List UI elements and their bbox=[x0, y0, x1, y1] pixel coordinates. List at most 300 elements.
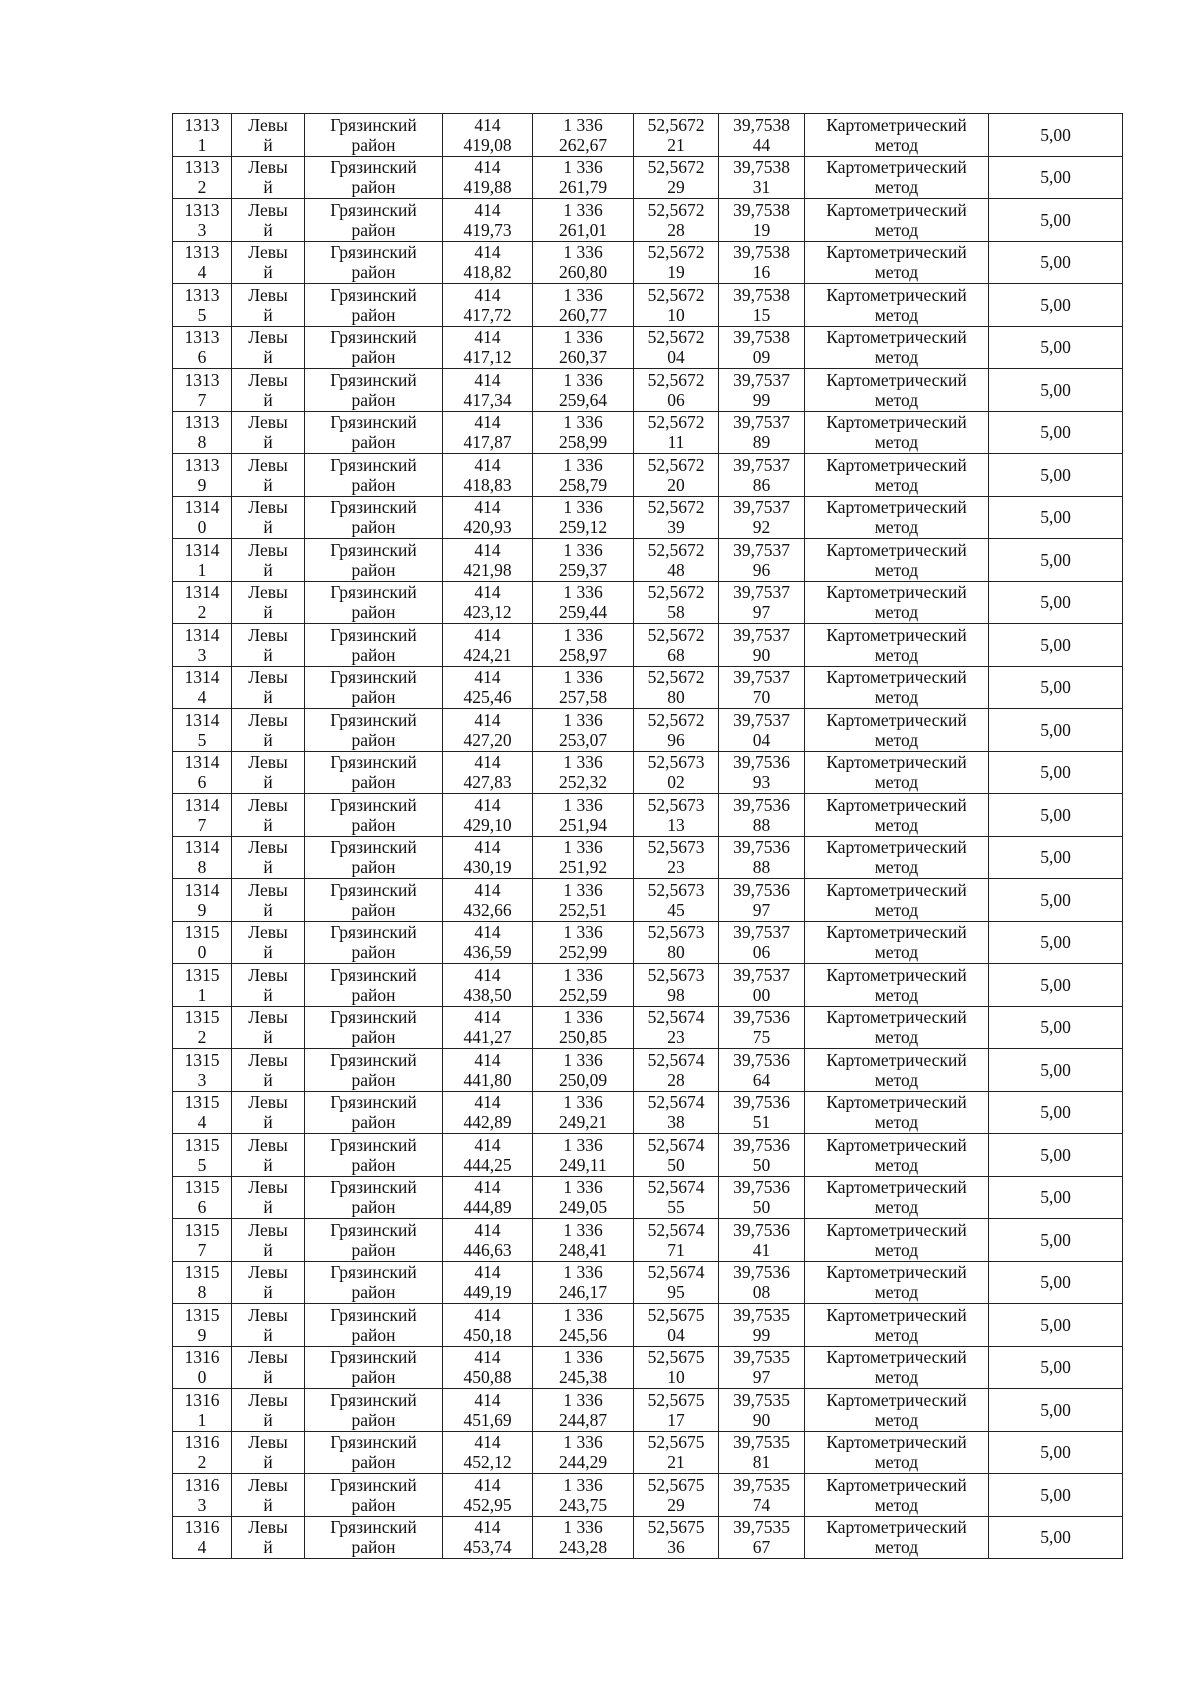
side-cell-line: й bbox=[263, 432, 273, 453]
latitude-cell-line: 52,5674 bbox=[647, 1177, 705, 1198]
side-cell-line: й bbox=[263, 984, 273, 1005]
method-cell bbox=[805, 496, 989, 539]
longitude-cell-line: 39,7536 bbox=[733, 794, 790, 815]
longitude-cell-line: 96 bbox=[752, 559, 771, 580]
latitude-cell-line: 28 bbox=[667, 219, 685, 240]
longitude-cell-line: 39,7537 bbox=[733, 497, 790, 518]
x-coordinate-cell-line: 450,88 bbox=[463, 1367, 512, 1388]
side-cell-line: Левы bbox=[248, 369, 288, 390]
longitude-cell-line: 39,7535 bbox=[733, 1389, 790, 1410]
point-number-cell bbox=[173, 241, 232, 284]
table-row bbox=[173, 1431, 1123, 1474]
point-number-cell bbox=[173, 666, 232, 709]
latitude-cell-line: 10 bbox=[667, 304, 685, 325]
longitude-cell-line: 81 bbox=[752, 1452, 771, 1473]
longitude-cell-line: 39,7536 bbox=[733, 752, 790, 773]
y-coordinate-cell-line: 258,79 bbox=[558, 474, 608, 495]
y-coordinate-cell-line: 248,41 bbox=[558, 1239, 608, 1260]
x-coordinate-cell-line: 430,19 bbox=[463, 857, 512, 878]
y-coordinate-cell bbox=[533, 581, 634, 624]
side-cell-line: Левы bbox=[248, 709, 288, 730]
latitude-cell-line: 52,5672 bbox=[647, 454, 705, 475]
x-coordinate-cell bbox=[443, 1474, 533, 1517]
method-cell bbox=[805, 539, 989, 582]
point-number-cell-line: 1313 bbox=[184, 242, 220, 263]
x-coordinate-cell-line: 419,73 bbox=[463, 219, 512, 240]
method-cell-line: Картометрический bbox=[826, 114, 967, 135]
longitude-cell bbox=[719, 1389, 805, 1432]
side-cell-line: й bbox=[263, 304, 273, 325]
side-cell-line: Левы bbox=[248, 284, 288, 305]
table-row bbox=[173, 1389, 1123, 1432]
method-cell-line: Картометрический bbox=[826, 1007, 967, 1028]
longitude-cell bbox=[719, 284, 805, 327]
x-coordinate-cell bbox=[443, 1134, 533, 1177]
point-number-cell-line: 1315 bbox=[184, 922, 220, 943]
district-cell-line: Грязинский bbox=[330, 242, 417, 263]
method-cell-line: метод bbox=[874, 984, 919, 1005]
y-coordinate-cell-line: 260,80 bbox=[558, 262, 608, 283]
point-number-cell-line: 7 bbox=[197, 1239, 207, 1260]
side-cell-line: Левы bbox=[248, 454, 288, 475]
method-cell-line: Картометрический bbox=[826, 922, 967, 943]
side-cell-line: й bbox=[263, 347, 273, 368]
side-cell-line: й bbox=[263, 517, 273, 538]
y-coordinate-cell-line: 1 336 bbox=[563, 1304, 603, 1325]
y-coordinate-cell bbox=[533, 284, 634, 327]
latitude-cell bbox=[634, 836, 719, 879]
y-coordinate-cell-line: 1 336 bbox=[563, 1092, 603, 1113]
method-cell-line: метод bbox=[874, 814, 919, 835]
longitude-cell bbox=[719, 454, 805, 497]
point-number-cell-line: 1315 bbox=[184, 1304, 220, 1325]
table-row bbox=[173, 1261, 1123, 1304]
latitude-cell bbox=[634, 1389, 719, 1432]
longitude-cell-line: 97 bbox=[752, 1367, 771, 1388]
accuracy-cell: 5,00 bbox=[989, 1346, 1123, 1389]
point-number-cell bbox=[173, 1474, 232, 1517]
y-coordinate-cell-line: 251,94 bbox=[558, 814, 608, 835]
accuracy-cell: 5,00 bbox=[989, 1219, 1123, 1262]
x-coordinate-cell-line: 429,10 bbox=[463, 814, 512, 835]
x-coordinate-cell bbox=[443, 496, 533, 539]
y-coordinate-cell-line: 249,11 bbox=[559, 1154, 607, 1175]
y-coordinate-cell bbox=[533, 326, 634, 369]
table-row bbox=[173, 624, 1123, 667]
x-coordinate-cell-line: 414 bbox=[474, 837, 501, 858]
side-cell-line: й bbox=[263, 602, 273, 623]
x-coordinate-cell bbox=[443, 1431, 533, 1474]
side-cell-line: й bbox=[263, 474, 273, 495]
x-coordinate-cell-line: 414 bbox=[474, 1432, 501, 1453]
x-coordinate-cell bbox=[443, 879, 533, 922]
latitude-cell-line: 38 bbox=[667, 1112, 685, 1133]
y-coordinate-cell bbox=[533, 794, 634, 837]
method-cell-line: Картометрический bbox=[826, 497, 967, 518]
latitude-cell-line: 52,5673 bbox=[647, 922, 705, 943]
longitude-cell bbox=[719, 156, 805, 199]
x-coordinate-cell bbox=[443, 921, 533, 964]
point-number-cell-line: 8 bbox=[197, 432, 207, 453]
method-cell bbox=[805, 411, 989, 454]
longitude-cell-line: 39,7536 bbox=[733, 1262, 790, 1283]
district-cell bbox=[305, 1346, 443, 1389]
district-cell-line: Грязинский bbox=[330, 327, 417, 348]
y-coordinate-cell-line: 1 336 bbox=[563, 837, 603, 858]
point-number-cell bbox=[173, 1261, 232, 1304]
x-coordinate-cell bbox=[443, 1219, 533, 1262]
district-cell bbox=[305, 1389, 443, 1432]
longitude-cell bbox=[719, 836, 805, 879]
district-cell-line: район bbox=[351, 857, 396, 878]
side-cell-line: й bbox=[263, 1494, 273, 1515]
y-coordinate-cell-line: 1 336 bbox=[563, 1389, 603, 1410]
y-coordinate-cell-line: 1 336 bbox=[563, 1177, 603, 1198]
table-row bbox=[173, 1304, 1123, 1347]
x-coordinate-cell-line: 414 bbox=[474, 794, 501, 815]
point-number-cell bbox=[173, 964, 232, 1007]
y-coordinate-cell bbox=[533, 1049, 634, 1092]
x-coordinate-cell-line: 414 bbox=[474, 284, 501, 305]
point-number-cell-line: 8 bbox=[197, 1282, 207, 1303]
latitude-cell-line: 96 bbox=[667, 729, 685, 750]
side-cell-line: Левы bbox=[248, 1474, 288, 1495]
method-cell-line: метод bbox=[874, 1409, 919, 1430]
district-cell-line: Грязинский bbox=[330, 1517, 417, 1538]
x-coordinate-cell bbox=[443, 284, 533, 327]
document-page bbox=[172, 113, 1122, 1559]
point-number-cell-line: 1314 bbox=[184, 582, 220, 603]
table-row bbox=[173, 454, 1123, 497]
side-cell-line: Левы bbox=[248, 539, 288, 560]
y-coordinate-cell-line: 1 336 bbox=[563, 497, 603, 518]
method-cell-line: метод bbox=[874, 1112, 919, 1133]
point-number-cell-line: 3 bbox=[197, 219, 207, 240]
x-coordinate-cell bbox=[443, 156, 533, 199]
y-coordinate-cell bbox=[533, 1516, 634, 1559]
method-cell-line: Картометрический bbox=[826, 1304, 967, 1325]
table-row bbox=[173, 114, 1123, 157]
longitude-cell-line: 00 bbox=[752, 984, 771, 1005]
x-coordinate-cell-line: 452,12 bbox=[463, 1452, 512, 1473]
method-cell-line: Картометрический bbox=[826, 582, 967, 603]
longitude-cell bbox=[719, 114, 805, 157]
x-coordinate-cell-line: 414 bbox=[474, 922, 501, 943]
latitude-cell bbox=[634, 326, 719, 369]
latitude-cell-line: 04 bbox=[667, 1324, 685, 1345]
longitude-cell bbox=[719, 241, 805, 284]
point-number-cell-line: 3 bbox=[197, 1069, 207, 1090]
point-number-cell bbox=[173, 1219, 232, 1262]
district-cell bbox=[305, 1049, 443, 1092]
latitude-cell bbox=[634, 1049, 719, 1092]
x-coordinate-cell-line: 414 bbox=[474, 157, 501, 178]
point-number-cell-line: 5 bbox=[197, 729, 207, 750]
district-cell bbox=[305, 1134, 443, 1177]
method-cell bbox=[805, 964, 989, 1007]
longitude-cell-line: 51 bbox=[752, 1112, 771, 1133]
latitude-cell bbox=[634, 241, 719, 284]
point-number-cell-line: 1314 bbox=[184, 667, 220, 688]
y-coordinate-cell bbox=[533, 496, 634, 539]
accuracy-cell: 5,00 bbox=[989, 241, 1123, 284]
point-number-cell-line: 1314 bbox=[184, 497, 220, 518]
y-coordinate-cell-line: 259,37 bbox=[558, 559, 608, 580]
longitude-cell bbox=[719, 496, 805, 539]
latitude-cell-line: 58 bbox=[667, 602, 685, 623]
longitude-cell-line: 39,7535 bbox=[733, 1517, 790, 1538]
y-coordinate-cell-line: 259,12 bbox=[558, 517, 608, 538]
point-number-cell-line: 8 bbox=[197, 857, 207, 878]
side-cell bbox=[232, 1134, 305, 1177]
table-row bbox=[173, 1474, 1123, 1517]
accuracy-cell: 5,00 bbox=[989, 1049, 1123, 1092]
x-coordinate-cell bbox=[443, 114, 533, 157]
side-cell bbox=[232, 284, 305, 327]
latitude-cell-line: 52,5674 bbox=[647, 1262, 705, 1283]
longitude-cell bbox=[719, 879, 805, 922]
point-number-cell-line: 9 bbox=[197, 899, 207, 920]
y-coordinate-cell-line: 1 336 bbox=[563, 624, 603, 645]
point-number-cell bbox=[173, 879, 232, 922]
latitude-cell-line: 52,5672 bbox=[647, 412, 705, 433]
x-coordinate-cell-line: 417,72 bbox=[463, 304, 512, 325]
point-number-cell-line: 5 bbox=[197, 1154, 207, 1175]
side-cell-line: й bbox=[263, 814, 273, 835]
x-coordinate-cell-line: 425,46 bbox=[463, 687, 512, 708]
accuracy-cell: 5,00 bbox=[989, 709, 1123, 752]
district-cell-line: Грязинский bbox=[330, 1432, 417, 1453]
side-cell-line: Левы bbox=[248, 1347, 288, 1368]
district-cell-line: Грязинский bbox=[330, 539, 417, 560]
y-coordinate-cell-line: 1 336 bbox=[563, 199, 603, 220]
longitude-cell bbox=[719, 1219, 805, 1262]
latitude-cell-line: 50 bbox=[667, 1154, 685, 1175]
y-coordinate-cell-line: 251,92 bbox=[558, 857, 608, 878]
x-coordinate-cell-line: 414 bbox=[474, 199, 501, 220]
x-coordinate-cell-line: 414 bbox=[474, 582, 501, 603]
side-cell-line: й bbox=[263, 1537, 273, 1558]
side-cell bbox=[232, 581, 305, 624]
table-row bbox=[173, 964, 1123, 1007]
x-coordinate-cell-line: 414 bbox=[474, 412, 501, 433]
method-cell bbox=[805, 454, 989, 497]
district-cell bbox=[305, 199, 443, 242]
latitude-cell-line: 68 bbox=[667, 644, 685, 665]
y-coordinate-cell bbox=[533, 1261, 634, 1304]
district-cell-line: Грязинский bbox=[330, 369, 417, 390]
district-cell-line: район bbox=[351, 1452, 396, 1473]
method-cell-line: метод bbox=[874, 1324, 919, 1345]
latitude-cell bbox=[634, 114, 719, 157]
x-coordinate-cell bbox=[443, 1006, 533, 1049]
method-cell-line: Картометрический bbox=[826, 1092, 967, 1113]
y-coordinate-cell-line: 1 336 bbox=[563, 1474, 603, 1495]
longitude-cell-line: 39,7538 bbox=[733, 199, 790, 220]
x-coordinate-cell bbox=[443, 454, 533, 497]
longitude-cell bbox=[719, 1304, 805, 1347]
x-coordinate-cell bbox=[443, 709, 533, 752]
district-cell-line: район bbox=[351, 602, 396, 623]
side-cell bbox=[232, 794, 305, 837]
method-cell bbox=[805, 1176, 989, 1219]
x-coordinate-cell-line: 452,95 bbox=[463, 1494, 512, 1515]
method-cell bbox=[805, 1049, 989, 1092]
district-cell bbox=[305, 114, 443, 157]
y-coordinate-cell-line: 1 336 bbox=[563, 1219, 603, 1240]
point-number-cell-line: 4 bbox=[197, 262, 207, 283]
x-coordinate-cell-line: 444,25 bbox=[463, 1154, 512, 1175]
x-coordinate-cell-line: 414 bbox=[474, 667, 501, 688]
longitude-cell-line: 39,7537 bbox=[733, 539, 790, 560]
district-cell-line: Грязинский bbox=[330, 1007, 417, 1028]
side-cell bbox=[232, 1006, 305, 1049]
table-row bbox=[173, 1134, 1123, 1177]
longitude-cell bbox=[719, 794, 805, 837]
longitude-cell bbox=[719, 1516, 805, 1559]
district-cell bbox=[305, 454, 443, 497]
latitude-cell-line: 28 bbox=[667, 1069, 685, 1090]
latitude-cell-line: 71 bbox=[667, 1239, 685, 1260]
point-number-cell-line: 1 bbox=[197, 134, 207, 155]
table-row bbox=[173, 1049, 1123, 1092]
district-cell bbox=[305, 284, 443, 327]
district-cell bbox=[305, 921, 443, 964]
district-cell bbox=[305, 1474, 443, 1517]
point-number-cell bbox=[173, 114, 232, 157]
longitude-cell-line: 44 bbox=[752, 134, 771, 155]
point-number-cell-line: 1315 bbox=[184, 964, 220, 985]
point-number-cell-line: 2 bbox=[197, 1452, 207, 1473]
side-cell bbox=[232, 879, 305, 922]
district-cell bbox=[305, 836, 443, 879]
side-cell-line: Левы bbox=[248, 412, 288, 433]
point-number-cell-line: 4 bbox=[197, 1112, 207, 1133]
method-cell-line: метод bbox=[874, 474, 919, 495]
latitude-cell-line: 52,5673 bbox=[647, 879, 705, 900]
y-coordinate-cell-line: 1 336 bbox=[563, 157, 603, 178]
table-row bbox=[173, 581, 1123, 624]
side-cell-line: й bbox=[263, 1452, 273, 1473]
side-cell-line: Левы bbox=[248, 199, 288, 220]
point-number-cell-line: 1313 bbox=[184, 114, 220, 135]
y-coordinate-cell bbox=[533, 1304, 634, 1347]
longitude-cell-line: 06 bbox=[752, 942, 771, 963]
district-cell bbox=[305, 581, 443, 624]
side-cell bbox=[232, 1219, 305, 1262]
method-cell bbox=[805, 326, 989, 369]
district-cell bbox=[305, 326, 443, 369]
point-number-cell bbox=[173, 1049, 232, 1092]
method-cell-line: Картометрический bbox=[826, 752, 967, 773]
side-cell-line: й bbox=[263, 644, 273, 665]
point-number-cell-line: 2 bbox=[197, 1027, 207, 1048]
side-cell-line: й bbox=[263, 559, 273, 580]
accuracy-cell: 5,00 bbox=[989, 1006, 1123, 1049]
x-coordinate-cell bbox=[443, 581, 533, 624]
longitude-cell bbox=[719, 581, 805, 624]
table-row bbox=[173, 1006, 1123, 1049]
longitude-cell-line: 39,7537 bbox=[733, 922, 790, 943]
district-cell bbox=[305, 1261, 443, 1304]
side-cell-line: Левы bbox=[248, 1389, 288, 1410]
longitude-cell-line: 39,7535 bbox=[733, 1304, 790, 1325]
latitude-cell-line: 39 bbox=[667, 517, 685, 538]
district-cell-line: район bbox=[351, 1494, 396, 1515]
x-coordinate-cell-line: 414 bbox=[474, 1347, 501, 1368]
method-cell bbox=[805, 114, 989, 157]
longitude-cell-line: 09 bbox=[752, 347, 771, 368]
y-coordinate-cell-line: 261,79 bbox=[558, 177, 608, 198]
side-cell bbox=[232, 1474, 305, 1517]
x-coordinate-cell bbox=[443, 539, 533, 582]
method-cell-line: метод bbox=[874, 177, 919, 198]
x-coordinate-cell-line: 414 bbox=[474, 1177, 501, 1198]
accuracy-cell: 5,00 bbox=[989, 1474, 1123, 1517]
y-coordinate-cell-line: 1 336 bbox=[563, 412, 603, 433]
longitude-cell-line: 39,7537 bbox=[733, 369, 790, 390]
latitude-cell-line: 80 bbox=[667, 942, 685, 963]
side-cell-line: Левы bbox=[248, 1092, 288, 1113]
longitude-cell-line: 39,7535 bbox=[733, 1474, 790, 1495]
y-coordinate-cell-line: 249,21 bbox=[558, 1112, 608, 1133]
point-number-cell-line: 1315 bbox=[184, 1092, 220, 1113]
table-row bbox=[173, 836, 1123, 879]
y-coordinate-cell-line: 1 336 bbox=[563, 539, 603, 560]
district-cell-line: район bbox=[351, 1239, 396, 1260]
method-cell bbox=[805, 369, 989, 412]
point-number-cell-line: 1314 bbox=[184, 752, 220, 773]
longitude-cell bbox=[719, 921, 805, 964]
y-coordinate-cell-line: 252,51 bbox=[558, 899, 608, 920]
method-cell-line: Картометрический bbox=[826, 667, 967, 688]
latitude-cell-line: 52,5675 bbox=[647, 1432, 705, 1453]
method-cell bbox=[805, 879, 989, 922]
district-cell-line: Грязинский bbox=[330, 1219, 417, 1240]
district-cell-line: Грязинский bbox=[330, 624, 417, 645]
method-cell-line: Картометрический bbox=[826, 242, 967, 263]
latitude-cell-line: 52,5674 bbox=[647, 1007, 705, 1028]
method-cell-line: Картометрический bbox=[826, 157, 967, 178]
latitude-cell bbox=[634, 496, 719, 539]
y-coordinate-cell bbox=[533, 1091, 634, 1134]
x-coordinate-cell-line: 442,89 bbox=[463, 1112, 512, 1133]
y-coordinate-cell-line: 249,05 bbox=[558, 1197, 608, 1218]
longitude-cell bbox=[719, 1261, 805, 1304]
district-cell-line: район bbox=[351, 1367, 396, 1388]
method-cell-line: Картометрический bbox=[826, 709, 967, 730]
district-cell bbox=[305, 964, 443, 1007]
side-cell-line: Левы bbox=[248, 667, 288, 688]
x-coordinate-cell-line: 414 bbox=[474, 327, 501, 348]
latitude-cell-line: 52,5672 bbox=[647, 114, 705, 135]
x-coordinate-cell-line: 414 bbox=[474, 1474, 501, 1495]
longitude-cell-line: 39,7536 bbox=[733, 1049, 790, 1070]
district-cell-line: район bbox=[351, 1069, 396, 1090]
y-coordinate-cell bbox=[533, 411, 634, 454]
side-cell bbox=[232, 241, 305, 284]
latitude-cell-line: 52,5674 bbox=[647, 1092, 705, 1113]
longitude-cell bbox=[719, 369, 805, 412]
x-coordinate-cell-line: 417,12 bbox=[463, 347, 512, 368]
district-cell-line: район bbox=[351, 1409, 396, 1430]
longitude-cell bbox=[719, 539, 805, 582]
side-cell bbox=[232, 666, 305, 709]
district-cell-line: Грязинский bbox=[330, 1389, 417, 1410]
point-number-cell bbox=[173, 369, 232, 412]
point-number-cell bbox=[173, 1176, 232, 1219]
point-number-cell-line: 0 bbox=[197, 1367, 207, 1388]
